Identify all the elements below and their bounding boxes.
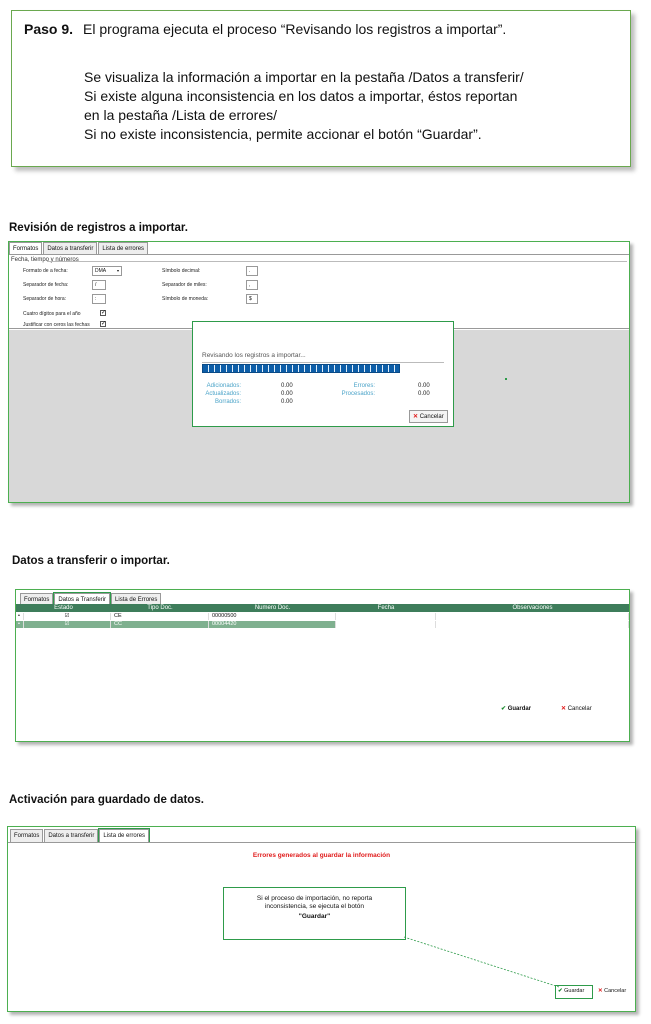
tab-error-list[interactable]: Lista de errores	[99, 829, 149, 842]
cancel-button[interactable]	[561, 705, 592, 712]
save-activation-screenshot	[7, 826, 636, 1012]
close-icon: ✕	[413, 414, 419, 420]
progress-title: Revisando los registros a importar...	[202, 352, 306, 359]
date-separator-field[interactable]: /	[92, 280, 106, 290]
tab-bar	[10, 829, 150, 842]
updated-label: Actualizados:	[205, 391, 241, 397]
four-digits-label: Cuatro dígitos para el año	[23, 311, 81, 317]
observations-cell	[436, 613, 629, 620]
date-cell	[336, 613, 436, 620]
updated-value: 0.00	[281, 391, 293, 397]
progress-divider	[202, 362, 444, 363]
tab-formats[interactable]: Formatos	[20, 593, 53, 606]
deleted-value: 0.00	[281, 399, 293, 405]
step-heading	[24, 21, 506, 37]
decimal-label: Símbolo decimal:	[162, 268, 201, 274]
callout-button-name: "Guardar"	[298, 913, 331, 920]
cancel-button[interactable]	[598, 988, 626, 994]
errors-value: 0.00	[418, 383, 430, 389]
save-label: Guardar	[507, 706, 532, 712]
save-button[interactable]	[555, 985, 593, 999]
step-description	[84, 68, 524, 144]
tab-data-transfer[interactable]: Datos a transferir	[43, 242, 97, 255]
formats-panel	[9, 254, 629, 329]
save-button[interactable]	[501, 705, 531, 712]
status-checkbox[interactable]: ☑	[24, 621, 111, 628]
save-label: Guardar	[564, 988, 585, 994]
review-screenshot	[8, 241, 630, 503]
date-format-label: Formato de a fecha:	[23, 268, 68, 274]
decimal-field[interactable]: .	[246, 266, 258, 276]
check-icon: ✔	[558, 988, 563, 994]
tab-error-list[interactable]: Lista de errores	[98, 242, 148, 255]
step-line: en la pestaña /Lista de errores/	[84, 107, 278, 123]
date-format-value: DMA	[95, 268, 107, 274]
close-icon: ✕	[598, 988, 603, 994]
callout-box	[223, 887, 406, 940]
check-icon: ✔	[501, 706, 507, 712]
cancel-button[interactable]	[409, 410, 448, 423]
step-number: Paso 9.	[24, 21, 74, 37]
added-value: 0.00	[281, 383, 293, 389]
deleted-label: Borrados:	[214, 399, 241, 405]
processed-label: Procesados:	[341, 391, 375, 397]
group-label: Fecha, tiempo y números	[11, 257, 79, 263]
row-marker: •	[16, 613, 24, 620]
errors-label: Errores:	[353, 383, 375, 389]
section-title-save: Activación para guardado de datos.	[9, 794, 204, 806]
date-separator-label: Separador de fecha:	[23, 282, 69, 288]
hour-separator-field[interactable]: :	[92, 294, 106, 304]
column-header[interactable]: Fecha	[377, 605, 395, 611]
errors-title: Errores generados al guardar la información	[252, 852, 391, 859]
processed-value: 0.00	[418, 391, 430, 397]
tab-formats[interactable]: Formatos	[10, 829, 43, 842]
date-format-select[interactable]	[92, 266, 122, 276]
observations-cell	[436, 621, 629, 628]
group-divider	[47, 261, 627, 262]
tab-formats[interactable]: Formatos	[9, 242, 42, 255]
cancel-label: Cancelar	[604, 988, 627, 994]
date-cell	[336, 621, 436, 628]
callout-line: inconsistencia, se ejecuta el botón	[264, 903, 364, 910]
callout-line: Si el proceso de importación, no reporta	[256, 895, 373, 902]
tab-data-transfer[interactable]: Datos a transferir	[44, 829, 98, 842]
doc-number-cell: 00004420	[209, 621, 336, 628]
hour-separator-label: Separador de hora:	[23, 296, 67, 302]
step-line: Se visualiza la información a importar en la pestaña /Datos a transferir/	[84, 69, 524, 85]
step-line: Si no existe inconsistencia, permite accionar el botón “Guardar”.	[84, 126, 482, 142]
column-header[interactable]: Observaciones	[512, 605, 553, 611]
table-row[interactable]	[16, 613, 629, 620]
cancel-label: Cancelar	[567, 706, 592, 712]
doc-number-cell: 00000500	[209, 613, 336, 620]
table-row[interactable]	[16, 621, 629, 628]
cancel-label: Cancelar	[419, 414, 444, 420]
grid-header	[16, 604, 629, 612]
currency-label: Símbolo de moneda:	[162, 296, 209, 302]
tab-data-transfer[interactable]: Datos a Transferir	[54, 593, 110, 606]
tab-error-list[interactable]: Lista de Errores	[111, 593, 161, 606]
tab-divider	[8, 842, 635, 843]
section-title-data: Datos a transferir o importar.	[12, 555, 170, 567]
data-transfer-screenshot	[15, 589, 630, 742]
column-header[interactable]: Numero Doc.	[254, 605, 291, 611]
progress-bar	[202, 364, 400, 373]
progress-dialog	[192, 321, 454, 427]
doc-type-cell: CC	[111, 621, 209, 628]
step-line: Si existe alguna inconsistencia en los datos a importar, éstos reportan	[84, 88, 518, 104]
row-marker: •	[16, 621, 24, 628]
currency-field[interactable]: $	[246, 294, 258, 304]
chevron-down-icon: ▾	[116, 268, 119, 273]
thousands-label: Separador de miles:	[162, 282, 207, 288]
justify-zeros-checkbox[interactable]: ✓	[101, 321, 107, 327]
section-title-review: Revisión de registros a importar.	[9, 222, 188, 234]
doc-type-cell: CE	[111, 613, 209, 620]
close-icon: ✕	[561, 706, 567, 712]
thousands-field[interactable]: ,	[246, 280, 258, 290]
dot-marker	[505, 378, 507, 380]
step-box	[11, 10, 631, 167]
column-header[interactable]: Estado	[54, 605, 73, 611]
added-label: Adicionados:	[206, 383, 241, 389]
justify-zeros-label: Justificar con ceros las fechas	[23, 322, 90, 328]
status-checkbox[interactable]: ☑	[24, 613, 111, 620]
four-digits-checkbox[interactable]: ✓	[101, 310, 107, 316]
step-heading-text: El programa ejecuta el proceso “Revisando los registros a importar”.	[83, 21, 507, 37]
column-header[interactable]: Tipo Doc.	[147, 605, 173, 611]
